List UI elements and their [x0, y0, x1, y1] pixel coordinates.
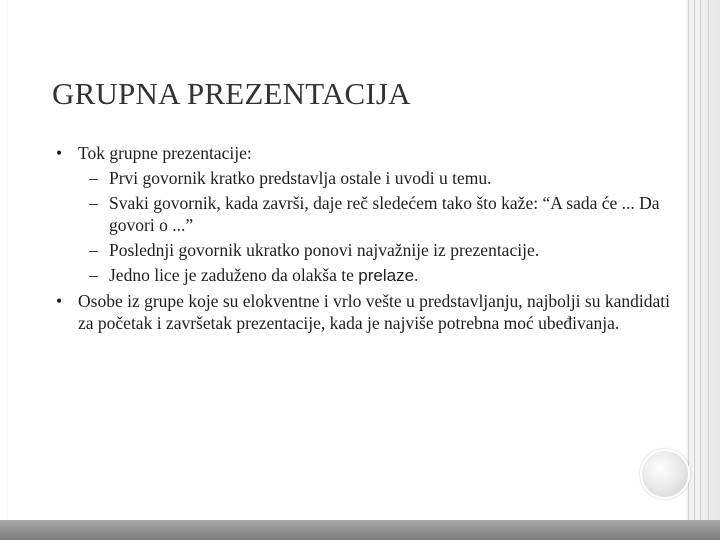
right-decorative-rail	[686, 0, 720, 520]
sub-bullet-text: Jedno lice je zaduženo da olakša te	[109, 265, 354, 285]
sub-bullet-text: Poslednji govornik ukratko ponovi najvažnije iz prezentacije.	[109, 240, 540, 260]
bullet-marker: •	[56, 143, 63, 163]
sub-bullet-item	[56, 239, 676, 261]
bullet-marker: •	[56, 291, 63, 311]
rail-line-1	[688, 0, 689, 520]
sub-bullet-text-sans: prelaze	[358, 266, 415, 285]
bottom-bar	[0, 520, 720, 540]
sub-bullet-item	[56, 264, 676, 287]
dash-marker: –	[89, 265, 98, 285]
slide-body	[56, 142, 676, 337]
rail-line-2	[694, 0, 695, 520]
slide-nav-circle	[640, 449, 690, 499]
sub-bullet-item	[56, 192, 676, 236]
sub-bullet-text: Svaki govornik, kada završi, daje reč sledećem tako što kaže: “A sada će ... Da govori o ...”	[109, 193, 660, 235]
dash-marker: –	[89, 240, 98, 260]
bullet-item	[56, 290, 676, 334]
rail-line-4	[708, 0, 709, 520]
sub-bullet-item	[56, 167, 676, 189]
dash-marker: –	[89, 168, 98, 188]
dash-marker: –	[89, 193, 98, 213]
rail-line-3	[700, 0, 701, 520]
sub-bullet-text: Prvi govornik kratko predstavlja ostale i uvodi u temu.	[109, 168, 492, 188]
bullet-item	[56, 142, 676, 164]
slide-title: GRUPNA PREZENTACIJA	[52, 76, 411, 111]
sub-bullet-text-end: .	[414, 265, 419, 285]
bullet-text: Osobe iz grupe koje su elokventne i vrlo vešte u predstavljanju, najbolji su kandidati za početak i završetak prezentacije, kada je najviše potrebna moć ubeđivanja.	[78, 291, 670, 333]
bullet-text: Tok grupne prezentacije:	[78, 143, 252, 163]
